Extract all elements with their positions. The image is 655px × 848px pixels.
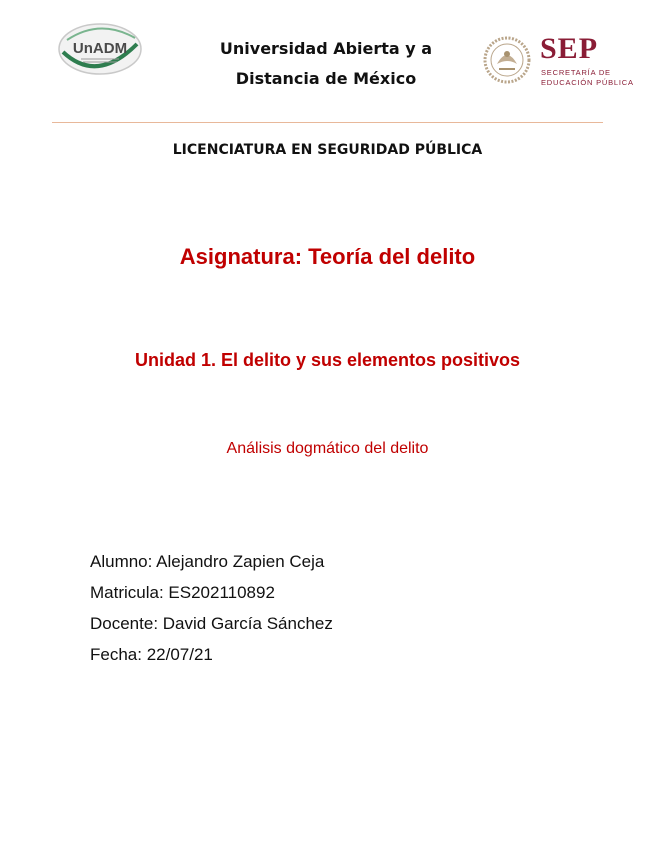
- unadm-logo-icon: [57, 22, 143, 76]
- sep-logo-text: SEP: [540, 32, 599, 65]
- sep-subtitle-line1: SECRETARÍA DE: [541, 68, 611, 77]
- activity-title: Análisis dogmático del delito: [226, 440, 429, 457]
- subject-title: Asignatura: Teoría del delito: [179, 244, 476, 269]
- university-name-line1: Universidad Abierta y a: [219, 39, 433, 58]
- sep-eagle-seal-icon: [483, 36, 531, 84]
- unadm-logo: [57, 22, 143, 76]
- teacher-name: Docente: David García Sánchez: [90, 614, 333, 633]
- university-name-line2: Distancia de México: [235, 69, 417, 88]
- date: Fecha: 22/07/21: [90, 645, 213, 664]
- program-title: LICENCIATURA EN SEGURIDAD PÚBLICA: [172, 142, 483, 158]
- unit-title: Unidad 1. El delito y sus elementos positivos: [134, 350, 521, 370]
- student-info: [90, 546, 333, 670]
- sep-subtitle: [541, 68, 634, 88]
- header-divider: [52, 122, 603, 123]
- student-id: Matricula: ES202110892: [90, 583, 275, 602]
- student-name: Alumno: Alejandro Zapien Ceja: [90, 552, 325, 571]
- unadm-logo-text: UnADM: [72, 40, 128, 57]
- sep-subtitle-line2: EDUCACIÓN PÚBLICA: [541, 78, 634, 87]
- university-name: [195, 34, 457, 94]
